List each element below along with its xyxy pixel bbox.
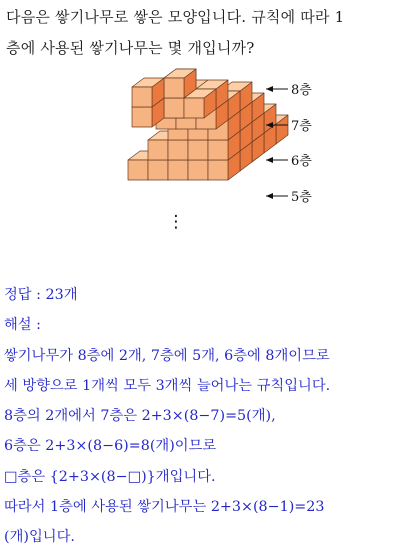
explanation-line-4: 6층은 2+3×(8−6)=8(개)이므로 (4, 438, 217, 455)
floor-label-8 (266, 83, 312, 98)
explanation-line-2: 세 방향으로 1개씩 모두 3개씩 늘어나는 규칙입니다. (4, 377, 331, 394)
floor-label-6 (266, 154, 312, 169)
cube-15-front (148, 140, 168, 160)
cube-16-front (168, 140, 188, 160)
floor-label-5-text: 5층 (291, 190, 312, 205)
question-line-1: 다음은 쌓기나무로 쌓은 모양입니다. 규칙에 따라 1 (6, 8, 345, 26)
question-text (6, 2, 398, 64)
floor-label-8-text: 8층 (291, 83, 312, 98)
explanation-line-7: (개)입니다. (4, 529, 75, 546)
question-line-2: 층에 사용된 쌓기나무는 몇 개입니까? (6, 39, 255, 57)
explanation-line-6: 따라서 1층에 사용된 쌓기나무는 2+3×(8−1)=23 (4, 499, 325, 516)
cube-10-front (128, 160, 148, 180)
cube-17-front (188, 140, 208, 160)
cube-11-front (148, 160, 168, 180)
explanation-line-3: 8층의 2개에서 7층은 2+3×(8−7)=5(개), (4, 408, 276, 425)
explanation-line-5: □층은 {2+3×(8−□)}개입니다. (4, 468, 216, 485)
answer-line: 정답 : 23개 (4, 287, 78, 303)
cube-13-front (188, 160, 208, 180)
floor-label-6-text: 6층 (291, 154, 312, 169)
answer-section (4, 280, 400, 553)
explanation-heading: 해설 : (4, 317, 41, 334)
cube-36-front (132, 87, 152, 107)
floor-label-7-text: 7층 (291, 119, 312, 134)
cube-14-front (208, 160, 228, 180)
cube-18-front (208, 140, 228, 160)
cube-12-front (168, 160, 188, 180)
cube-35-front (132, 107, 152, 127)
cube-34-front (164, 78, 184, 98)
explanation-line-1: 쌓기나무가 8층에 2개, 7층에 5개, 6층에 8개이므로 (4, 347, 330, 364)
continuation-dots: ⋮ (167, 212, 185, 232)
cube-31-front (164, 98, 184, 118)
cube-32-front (184, 98, 204, 118)
stacked-cubes-figure (70, 62, 350, 242)
cube-stack (128, 69, 288, 180)
floor-label-5 (266, 190, 312, 205)
